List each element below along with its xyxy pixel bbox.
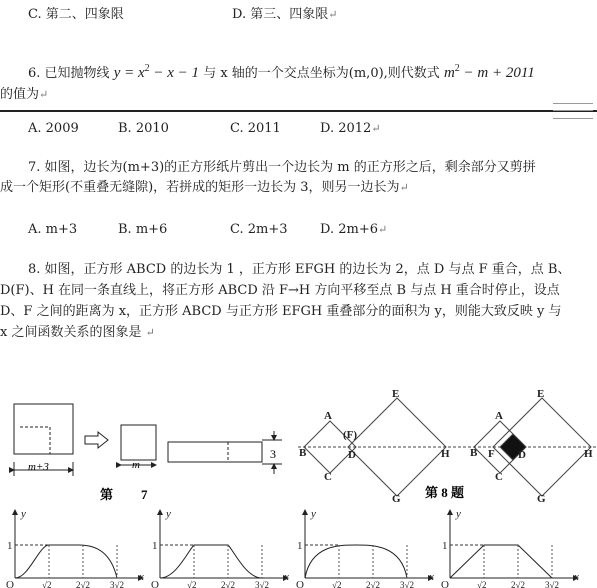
fig8-left-label-b: B bbox=[299, 447, 307, 459]
graph-1-y-label: y bbox=[21, 508, 26, 520]
fig7-caption-a: 第 bbox=[100, 487, 114, 502]
graph-1-x-label: x bbox=[139, 571, 144, 583]
graph-4-y-tick-label: 1 bbox=[442, 540, 448, 552]
q6-option-d: D. 2012↵ bbox=[320, 121, 381, 136]
graph-2-y-tick-label: 1 bbox=[152, 540, 158, 552]
q7-option-a: A. m+3 bbox=[28, 222, 78, 237]
graph-3-x-tick-label-1: √2 bbox=[332, 580, 342, 588]
return-mark: ↵ bbox=[328, 8, 338, 21]
q6-middle: 与 x 轴的一个交点坐标为(m,0),则代数式 bbox=[203, 66, 440, 81]
fig8-left-label-a: A bbox=[324, 410, 332, 422]
graph-4-y-label: y bbox=[456, 508, 461, 520]
graph-3-x-tick-label-2: 2√2 bbox=[366, 580, 380, 588]
q7-stem-line2: 成一个矩形(不重叠无缝隙)，若拼成的矩形一边长为 3，则另一边长为↵ bbox=[0, 180, 409, 195]
graph-1-y-tick-label: 1 bbox=[7, 540, 13, 552]
fig8-left-label-c: C bbox=[324, 471, 332, 483]
fig8-left-label-e: E bbox=[392, 388, 400, 400]
q6-parabola-formula: $y = x^2 - x - 1$ bbox=[113, 63, 200, 81]
q8-stem-line1: 8. 如图，正方形 ABCD 的边长为 1 ，正方形 EFGH 的边长为 2，点 D 与点 F 重合，点 B、 bbox=[28, 262, 571, 277]
fig8-right-label-c: C bbox=[495, 471, 503, 483]
fig8-left-label-g: G bbox=[392, 493, 401, 505]
fig7-caption-b: 7 bbox=[141, 487, 148, 502]
graph-1-x-tick-label-3: 3√2 bbox=[110, 580, 124, 588]
graph-2-y-label: y bbox=[166, 508, 171, 520]
fig7-transform-arrow bbox=[85, 432, 108, 448]
fig7-big-square bbox=[14, 404, 73, 454]
graph-4-x-tick-label-1: √2 bbox=[477, 580, 487, 588]
q5-option-c: C. 第二、四象限 bbox=[28, 7, 124, 22]
q7-stem-line1: 7. 如图，边长为(m+3)的正方形纸片剪出一个边长为 m 的正方形之后，剩余部分又剪拼 bbox=[28, 160, 536, 175]
q8-stem-line3: D、F 之间的距离为 x，正方形 ABCD 与正方形 EFGH 重叠部分的面积为 y，则能大致反映 y 与 bbox=[0, 304, 562, 319]
fig8-left-label-d: D bbox=[348, 449, 356, 461]
answer-graphs bbox=[6, 508, 579, 588]
fig8-right-label-g: G bbox=[537, 493, 546, 505]
fig8-right-label-a: A bbox=[495, 410, 503, 422]
q6-expression: $m^2 - m + 2011$ bbox=[443, 63, 535, 81]
q5-option-d-text: D. 第三、四象限 bbox=[232, 7, 329, 22]
q7-option-d: D. 2m+6↵ bbox=[320, 222, 388, 237]
figure-7 bbox=[14, 404, 282, 476]
graph-3-x-tick-label-3: 3√2 bbox=[400, 580, 414, 588]
fig7-rectangle bbox=[168, 442, 262, 462]
graph-2-curve bbox=[160, 545, 262, 578]
graph-4-x-tick-label-2: 2√2 bbox=[511, 580, 525, 588]
fig8-right-label-h: H bbox=[584, 448, 593, 460]
fig7-inner-label: m bbox=[132, 459, 140, 471]
graph-2-origin-label: O bbox=[151, 579, 159, 588]
fig8-right-label-f: F bbox=[488, 448, 495, 460]
fig8-left-label-h: H bbox=[441, 448, 450, 460]
q8-stem-line2: D(F)、H 在同一条直线上，将正方形 ABCD 沿 F→H 方向平移至点 B 与点 H 重合时停止，设点 bbox=[0, 283, 560, 298]
fig8-right-label-d: D bbox=[518, 449, 526, 461]
fig8-left-square-efgh bbox=[348, 398, 446, 496]
graph-4-curve bbox=[450, 545, 552, 578]
figure-8-left bbox=[298, 398, 597, 496]
graph-3-y-label: y bbox=[311, 508, 316, 520]
graph-3-origin-label: O bbox=[296, 579, 304, 588]
q8-stem-line4: x 之间函数关系的图象是 ↵ bbox=[0, 325, 155, 340]
fig8-right-label-e: E bbox=[537, 388, 545, 400]
q7-option-c: C. 2m+3 bbox=[230, 222, 288, 237]
graph-1-curve bbox=[15, 545, 117, 578]
q6-option-c: C. 2011 bbox=[230, 121, 281, 136]
graph-1-x-tick-label-2: 2√2 bbox=[76, 580, 90, 588]
graph-3-x-label: x bbox=[429, 571, 434, 583]
q6-option-a: A. 2009 bbox=[28, 121, 79, 136]
graph-3-curve bbox=[305, 545, 407, 578]
graph-2-x-label: x bbox=[284, 571, 289, 583]
fig8-caption: 第 8 题 bbox=[425, 485, 465, 500]
fig7-dim-label: m+3 bbox=[28, 461, 49, 473]
q6-stem-line2: 的值为↵ bbox=[0, 87, 49, 102]
q6-prefix: 6. 已知抛物线 bbox=[28, 66, 110, 81]
graph-2-x-tick-label-1: √2 bbox=[187, 580, 197, 588]
graph-4-x-tick-label-3: 3√2 bbox=[545, 580, 559, 588]
graph-1-x-tick-label-1: √2 bbox=[42, 580, 52, 588]
graph-1-origin-label: O bbox=[6, 579, 14, 588]
graph-4-x-label: x bbox=[574, 571, 579, 583]
fig7-rect-label: 3 bbox=[270, 447, 276, 461]
fig8-right-label-b: B bbox=[470, 447, 478, 459]
q6-option-b: B. 2010 bbox=[118, 121, 169, 136]
graph-2-x-tick-label-3: 3√2 bbox=[255, 580, 269, 588]
graph-2-x-tick-label-2: 2√2 bbox=[221, 580, 235, 588]
fig7-inner-square-dashed bbox=[20, 427, 50, 454]
graph-4-origin-label: O bbox=[441, 579, 449, 588]
graph-3-y-tick-label: 1 bbox=[297, 540, 303, 552]
fig7-small-square bbox=[121, 425, 156, 460]
q7-option-b: B. m+6 bbox=[118, 222, 168, 237]
fig8-left-label-f: (F) bbox=[343, 429, 358, 441]
